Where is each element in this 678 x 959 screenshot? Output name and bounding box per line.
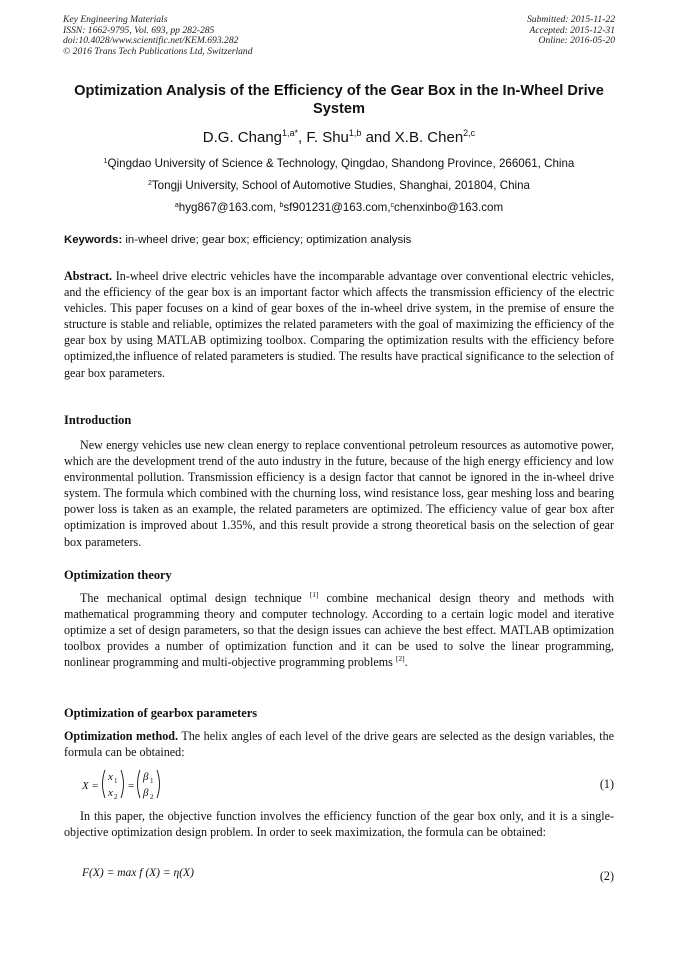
author-affiliation-mark: 1,a* (282, 128, 299, 138)
theory-body: The mechanical optimal design technique [1] combine mechanical design theory and methods with mathematical programming theory and computer technology. According to a certain logic model and iterative optimize a set of design parameters, so that the design issues can achieve the best effect. MATLAB optimization toolbox provides a number of optimization function and it can be used to solve the linear programming, nonlinear programming and multi-objective programming problems [2]. (64, 590, 614, 670)
accepted-date: Accepted: 2015-12-31 (529, 24, 615, 36)
author-name: X.B. Chen (394, 129, 464, 146)
svg-text:1: 1 (150, 777, 154, 785)
paper-title: Optimization Analysis of the Efficiency of the Gear Box in the In-Wheel Drive System (74, 83, 604, 117)
svg-text:X: X (82, 780, 89, 792)
author-name: D.G. Chang (202, 129, 283, 146)
abstract-label: Abstract. (64, 269, 113, 283)
citation-ref: [2] (395, 654, 405, 664)
abstract (64, 268, 614, 381)
objective-paragraph: In this paper, the objective function involves the efficiency function of the gear box only, and it is a single-objective optimization design problem. In order to seek maximization, the formula can be obtained: (64, 809, 614, 840)
email-link[interactable]: chenxinbo@163.com (394, 201, 504, 214)
online-date: Online: 2016-05-20 (538, 35, 615, 47)
equation-2: F(X) = max f (X) = η(X) (82, 867, 194, 879)
keywords (64, 234, 411, 246)
author-emails: $^a$hyg867@163.com, $^b$sf901231@163.com,$^c$chenxinbo@163.com (174, 201, 504, 214)
optimization-method-paragraph: Optimization method. The helix angles of each level of the drive gears are selected as the design variables, the formula can be obtained: (64, 729, 614, 760)
keywords-label: Keywords: (64, 234, 123, 246)
equation-2-number: (2) (599, 869, 614, 883)
author-separator: , (298, 129, 307, 146)
introduction-body: New energy vehicles use new clean energy to replace conventional petroleum resources as automotive power, which are the development trend of the auto industry in the future, because of the high energy efficiency and low environmental pollution. Transmission efficiency is a design factor that cannot be ignored in the in-wheel drive system. The formula which combined with the churning loss, wind resistance loss, gear meshing loss and bearing power loss is taken as an example, the related parameters are optimized. The efficiency value of gear box after optimization is improved about 1.35%, and this result provide a strong theoretical basis on the selection of gear box parameters. (64, 438, 614, 549)
keywords-text: in-wheel drive; gear box; efficiency; optimization analysis (125, 234, 412, 246)
equation-1 (80, 764, 170, 804)
svg-text:=: = (92, 780, 99, 792)
svg-text:2: 2 (150, 793, 154, 801)
doi-line: doi:10.4028/www.scientific.net/KEM.693.282 (63, 35, 239, 47)
email-link[interactable]: sf901231@163.com, (283, 201, 391, 214)
author-separator: and (361, 129, 395, 146)
svg-text:2: 2 (114, 793, 118, 801)
svg-text:β: β (143, 787, 149, 799)
svg-text:x: x (108, 771, 113, 783)
issn-line: ISSN: 1662-9795, Vol. 693, pp 282-285 (63, 24, 215, 36)
introduction-heading: Introduction (64, 413, 132, 427)
author-affiliation-mark: 2,c (463, 128, 476, 138)
affiliation-1: $^1$Qingdao University of Science & Technology, Qingdao, Shandong Province, 266061, China (103, 157, 575, 170)
author-name: F. Shu (306, 129, 349, 146)
method-label: Optimization method. (64, 729, 179, 743)
gearbox-heading: Optimization of gearbox parameters (64, 706, 258, 720)
abstract-text: In-wheel drive electric vehicles have the incomparable advantage over conventional electric vehicles, and the efficiency of the gear box is an important factor which affects the transmission efficiency of the electric vehicles. This paper focuses on a kind of gear boxes of the in-wheel drive system, in the premise of ensure the structure is stable and reliable, optimizes the related parameters with the goal of maximizing the efficiency of the gear box by using MATLAB optimizing toolbox. Comparing the optimization results with the efficiency before optimized,the influence of related parameters is studied. The results have practical significance to the selection of gear box parameters. (64, 269, 614, 380)
svg-text:β: β (143, 771, 149, 783)
author-list (40, 128, 638, 148)
submitted-date: Submitted: 2015-11-22 (526, 14, 615, 25)
equation-1-number: (1) (599, 777, 614, 791)
email-link[interactable]: hyg867@163.com, (178, 201, 280, 214)
journal-name: Key Engineering Materials (63, 14, 168, 25)
citation-ref: [1] (309, 590, 319, 599)
svg-text:1: 1 (114, 777, 118, 785)
theory-heading: Optimization theory (64, 568, 172, 582)
author-affiliation-mark: 1,b (348, 128, 362, 138)
svg-text:=: = (128, 780, 135, 792)
svg-text:x: x (108, 787, 113, 799)
copyright-line: © 2016 Trans Tech Publications Ltd, Switzerland (63, 45, 253, 57)
journal-header-right (527, 15, 615, 47)
journal-header-left (63, 15, 253, 57)
affiliation-2: $^2$Tongji University, School of Automotive Studies, Shanghai, 201804, China (147, 179, 530, 192)
